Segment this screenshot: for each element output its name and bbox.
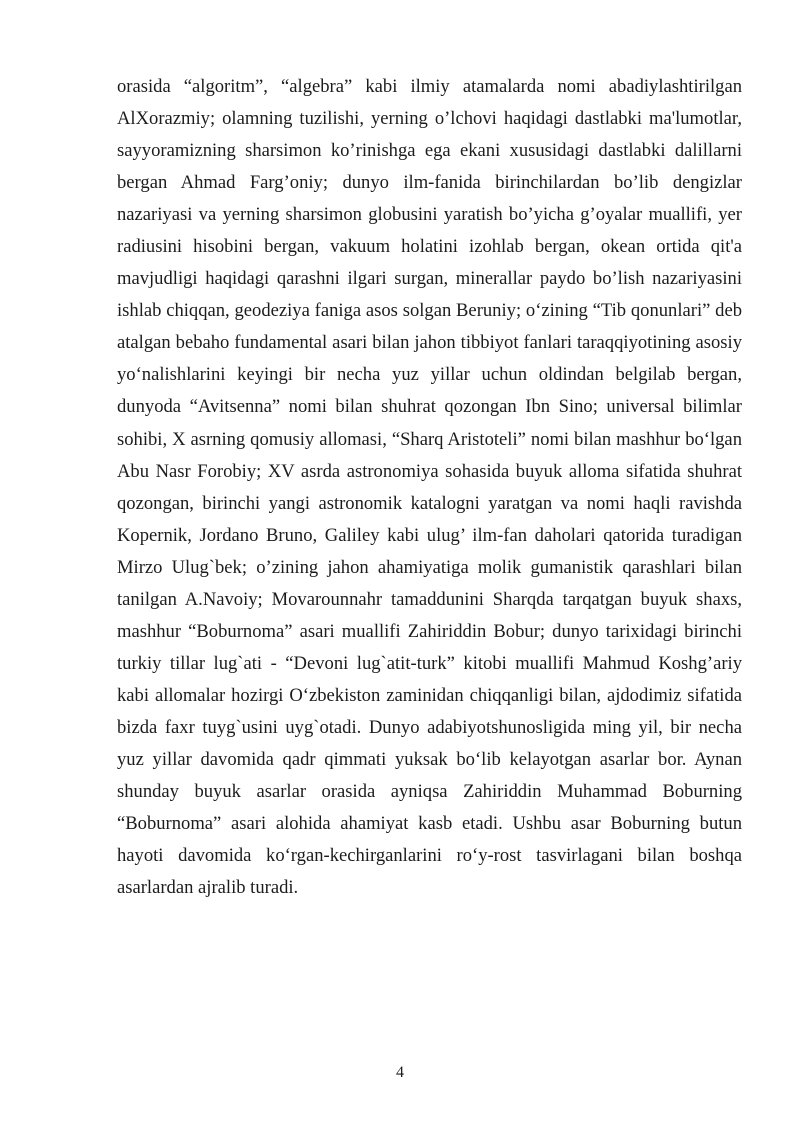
body-paragraph: orasida “algoritm”, “algebra” kabi ilmiy atamalarda nomi abadiylashtirilgan AlXorazmiy; olamning tuzilishi, yerning o’lchovi haqidagi dastlabki ma'lumotlar, sayyoramizning sharsimon ko’rinishga ega ekani xususidagi dastlabki dalillarni bergan Ahmad Farg’oniy; dunyo ilm-fanida birinchilardan bo’lib dengizlar nazariyasi va yerning sharsimon globusini yaratish bo’yicha g’oyalar muallifi, yer radiusini hisobini bergan, vakuum holatini izohlab bergan, okean ortida qit'a mavjudligi haqidagi qarashni ilgari surgan, minerallar paydo bo’lish nazariyasini ishlab chiqqan, geodeziya faniga asos solgan Beruniy; oʻzining “Tib qonunlari” deb atalgan bebaho fundamental asari bilan jahon tibbiyot fanlari taraqqiyotining asosiy yoʻnalishlarini keyingi bir necha yuz yillar uchun oldindan belgilab bergan, dunyoda “Avitsenna” nomi bilan shuhrat qozongan Ibn Sino; universal bilimlar sohibi, X asrning qomusiy allomasi, “Sharq Aristoteli” nomi bilan mashhur boʻlgan Abu Nasr Forobiy; XV asrda astronomiya sohasida buyuk alloma sifatida shuhrat qozongan, birinchi yangi astronomik katalogni yaratgan va nomi haqli ravishda Kopernik, Jordano Bruno, Galiley kabi ulug’ ilm-fan daholari qatorida turadigan Mirzo Ulug`bek; o’zining jahon ahamiyatiga molik gumanistik qarashlari bilan tanilgan A.Navoiy; Movarounnahr tamaddunini Sharqda tarqatgan buyuk shaxs, mashhur “Boburnoma” asari muallifi Zahiriddin Bobur; dunyo tarixidagi birinchi turkiy tillar lug`ati - “Devoni lug`atit-turk” kitobi muallifi Mahmud Koshg’ariy kabi allomalar hozirgi Oʻzbekiston zaminidan chiqqanligi bilan, ajdodimiz sifatida bizda faxr tuyg`usini uyg`otadi. Dunyo adabiyotshunosligida ming yil, bir necha yuz yillar davomida qadr qimmati yuksak boʻlib kelayotgan asarlar bor. Aynan shunday buyuk asarlar orasida ayniqsa Zahiriddin Muhammad Boburning “Boburnoma” asari alohida ahamiyat kasb etadi. Ushbu asar Boburning butun hayoti davomida koʻrgan-kechirganlarini roʻy-rost tasvirlagani bilan boshqa asarlardan ajralib turadi. [117, 76, 742, 899]
page-number: 4 [396, 1064, 404, 1081]
